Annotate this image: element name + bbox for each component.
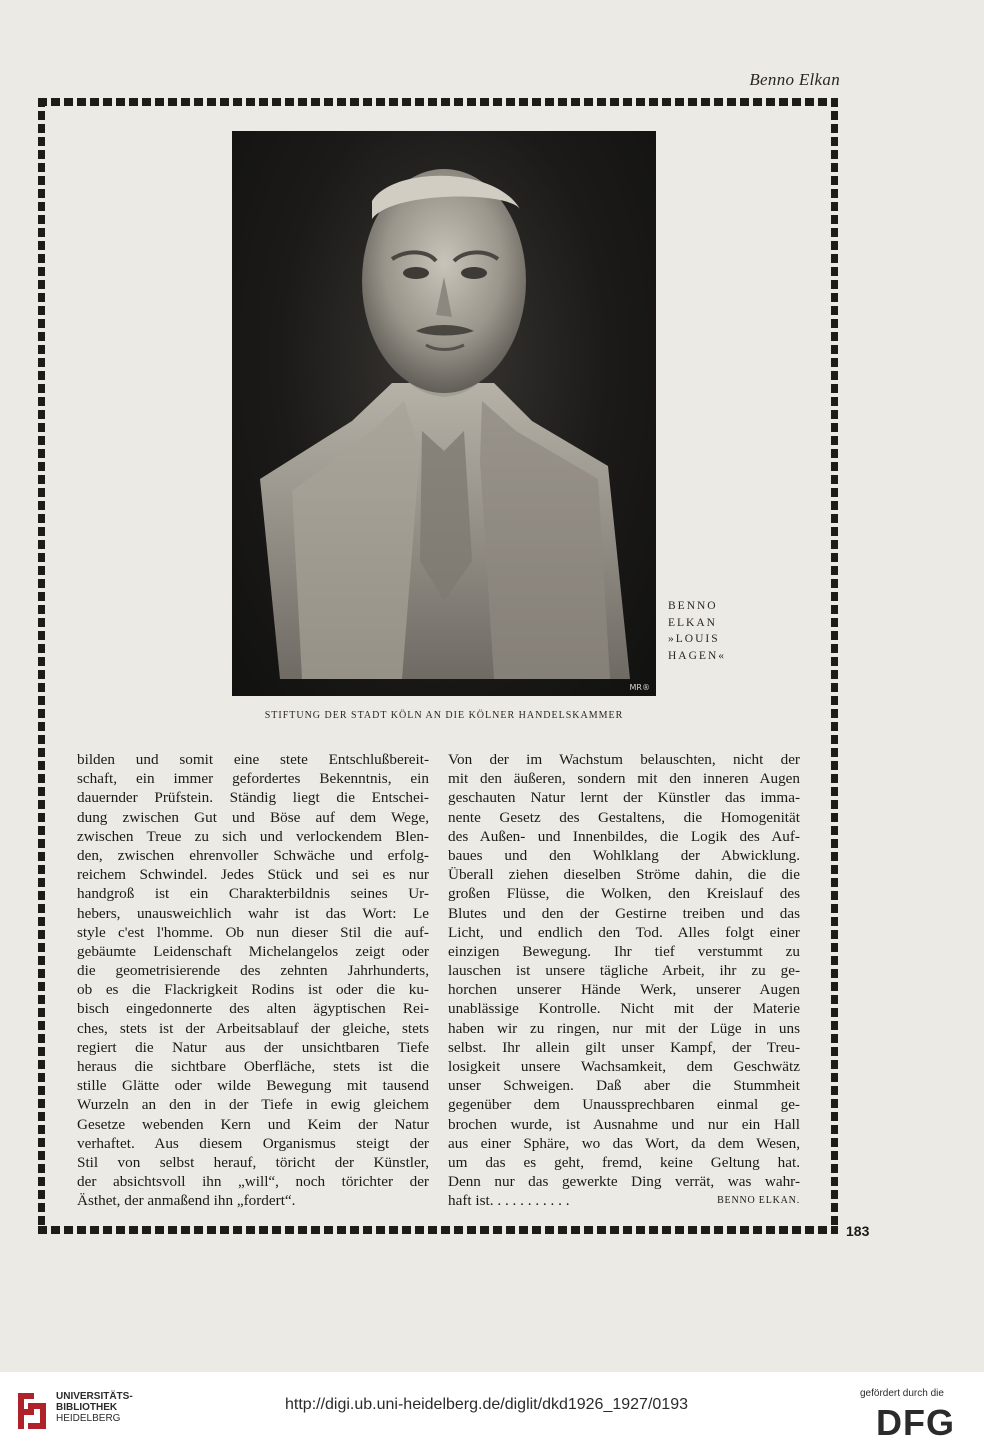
library-name[interactable] <box>56 1391 133 1424</box>
photo-caption: STIFTUNG DER STADT KÖLN AN DIE KÖLNER HANDELSKAMMER <box>264 710 624 721</box>
text-line: ob es die Flackrigkeit Rodins ist oder die ku- <box>77 981 429 999</box>
text-line: Wurzeln an den in der Tiefe in ewig gleichem <box>77 1096 429 1114</box>
right-text-column <box>448 750 800 1211</box>
text-line: Ästhet, der anmaßend ihn „fordert“. <box>77 1192 296 1210</box>
side-caption-line: HAGEN« <box>668 649 726 662</box>
author-signature: BENNO ELKAN. <box>717 1195 800 1207</box>
text-line: geschauten Natur lernt der Künstler das imma- <box>448 789 800 807</box>
text-line: gebäumte Leidenschaft Michelangelos zeigt oder <box>77 942 429 960</box>
university-library-logo-icon <box>14 1389 50 1433</box>
text-line: haben wir zu ringen, nur mit der Lüge in uns <box>448 1019 800 1037</box>
text-line: mit den äußeren, sondern mit den inneren Augen <box>448 770 800 788</box>
text-line: Blutes und den der Gestirne treiben und das <box>448 904 800 922</box>
text-line: der absichtsvoll ihn „will“, noch törichter der <box>77 1173 429 1191</box>
text-line: bilden und somit eine stete Entschlußbereit- <box>77 751 429 768</box>
text-line: um das es geht, fremd, keine Geltung hat. <box>448 1153 800 1171</box>
text-line: regiert die Natur aus der unsichtbaren Tiefe <box>77 1038 429 1056</box>
text-line: ches, stets ist der Arbeitsablauf der gleiche, stets <box>77 1019 429 1037</box>
text-line: handgroß ist ein Charakterbildnis seines Ur- <box>77 885 429 903</box>
text-line: gegenüber dem Unaussprechbaren einmal ge- <box>448 1096 800 1114</box>
text-line: horchen unserer Hände Werk, unserer Augen <box>448 981 800 999</box>
photo-mark: MR® <box>629 683 650 692</box>
side-caption-line: ELKAN <box>668 616 717 629</box>
library-name-line: BIBLIOTHEK <box>56 1402 118 1413</box>
text-line: unser Schweigen. Daß aber die Stummheit <box>448 1077 800 1095</box>
text-line: großen Flüsse, die Wolken, den Kreislauf des <box>448 885 800 903</box>
text-line: baues und den Wohlklang der Abwicklung. <box>448 846 800 864</box>
library-name-line: UNIVERSITÄTS- <box>56 1391 133 1402</box>
text-line: den, zwischen ehrenvoller Schwäche und erfolg- <box>77 846 429 864</box>
bust-photograph <box>232 131 656 696</box>
page-number: 183 <box>846 1223 870 1239</box>
text-line: brochen wurde, ist Ausnahme und nur ein Hall <box>448 1115 800 1133</box>
funded-by-label: gefördert durch die <box>860 1388 944 1399</box>
text-line: Gesetze webenden Kern und Keim der Natur <box>77 1115 429 1133</box>
bust-sculpture-illustration <box>232 131 656 696</box>
text-line: einzigen Bewegung. Ihr tief verstummt zu <box>448 942 800 960</box>
text-line: Denn nur das gewerkte Ding verrät, was wahr- <box>448 1173 800 1191</box>
border-left <box>38 98 45 1234</box>
text-line: Von der im Wachstum belauschten, nicht der <box>448 751 800 768</box>
text-line: Überall ziehen dieselben Ströme dahin, die die <box>448 866 800 884</box>
text-line: Licht, und endlich den Tod. Alles folgt einer <box>448 923 800 941</box>
left-text-column <box>77 750 429 1211</box>
library-name-line: HEIDELBERG <box>56 1413 121 1424</box>
text-line: unablässige Kontrolle. Nicht mit der Materie <box>448 1000 800 1018</box>
text-line: selbst. Ihr allein gilt unser Kampf, der Treu- <box>448 1038 800 1056</box>
text-line <box>448 1191 800 1210</box>
running-head: Benno Elkan <box>749 70 840 89</box>
text-line: losigkeit unsere Wachsamkeit, dem Geschwätz <box>448 1058 800 1075</box>
text-line: aus einer Sphäre, wo das Wort, da dem Wesen, <box>448 1134 800 1152</box>
text-line: hebers, unausweichlich wahr ist das Wort: Le <box>77 904 429 922</box>
text-line: dauernder Prüfstein. Ständig liegt die Entschei- <box>77 789 429 807</box>
text-line: die geometrisierende des zehnten Jahrhunderts, <box>77 962 429 980</box>
text-line: schaft, ein immer gefordertes Bekenntnis, ein <box>77 770 429 788</box>
text-line: lauschen ist unsere tägliche Arbeit, ihr zu ge- <box>448 962 800 980</box>
text-line: Stil von selbst herauf, töricht der Künstler, <box>77 1153 429 1171</box>
text-line: style c'est l'homme. Ob nun dieser Stil die auf- <box>77 923 429 941</box>
border-bottom <box>38 1226 838 1234</box>
side-caption-line: BENNO <box>668 600 718 612</box>
closing-line: haft ist. . . . . . . . . . . <box>448 1192 570 1210</box>
text-line: des Außen- und Innenbildes, die Logik des Auf- <box>448 827 800 845</box>
text-line: verhaftet. Aus diesem Organismus steigt der <box>77 1134 429 1152</box>
dfg-logo[interactable]: DFG <box>876 1402 955 1443</box>
text-line: stille Glätte oder wilde Bewegung mit tausend <box>77 1077 429 1095</box>
text-line: zwischen Treue zu sich und verlockendem Blen- <box>77 827 429 845</box>
text-line: dung zwischen Gut und Böse auf dem Wege, <box>77 808 429 826</box>
text-line: bisch eingedonnerte des alten ägyptischen Rei- <box>77 1000 429 1018</box>
text-line: heraus die sichtbare Oberfläche, stets ist die <box>77 1058 429 1075</box>
permalink-url[interactable]: http://digi.ub.uni-heidelberg.de/diglit/dkd1926_1927/0193 <box>285 1396 688 1413</box>
side-caption-line: »LOUIS <box>668 633 720 645</box>
border-right <box>831 98 838 1234</box>
figure-side-caption <box>668 598 758 664</box>
border-top <box>38 98 838 106</box>
text-line: reichem Schwindel. Jedes Stück und sei es nur <box>77 866 429 884</box>
text-line: nente Gesetz des Gestaltens, die Homogenität <box>448 808 800 826</box>
